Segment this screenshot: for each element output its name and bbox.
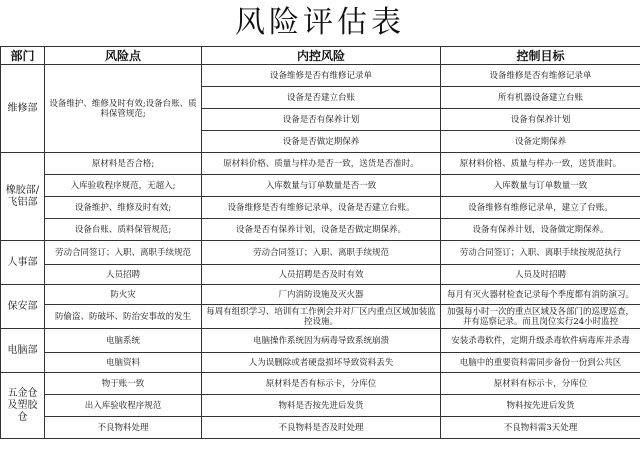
header-internal-risk: 内控风险 — [202, 47, 441, 65]
risk-point-cell: 电脑资料 — [45, 353, 202, 373]
risk-point-cell: 防火灾 — [45, 285, 202, 305]
internal-risk-cell: 人员招聘是否及时有效 — [202, 265, 441, 285]
table-row — [1, 241, 640, 265]
control-goal-cell: 设备有保养计划 — [441, 109, 640, 131]
risk-table — [0, 46, 640, 439]
control-goal-cell: 电脑中的重要资料需同步备份一份到公共区 — [441, 353, 640, 373]
internal-risk-cell: 设备是否做定期保养 — [202, 131, 441, 153]
internal-risk-cell: 设备维修是否有维修记录单 — [202, 65, 441, 87]
internal-risk-cell: 厂内消防设施及灭火器 — [202, 285, 441, 305]
internal-risk-cell: 设备是否有保养计划 — [202, 109, 441, 131]
table-row — [1, 285, 640, 305]
risk-point-cell: 不良物料处理 — [45, 417, 202, 439]
internal-risk-cell: 设备是否有保养计划，设备是否做定期保养。 — [202, 219, 441, 241]
dept-rubber: 橡胶部/飞铝部 — [1, 153, 45, 241]
control-goal-cell: 设备维修有维修记录单，建立了台账。 — [441, 197, 640, 219]
risk-point-cell: 设备台账、质料保管规范; — [45, 219, 202, 241]
risk-point-cell: 物于账一致 — [45, 373, 202, 395]
internal-risk-cell: 入库数量与订单数量是否一致 — [202, 175, 441, 197]
table-row — [1, 65, 640, 87]
page-title: 风险评估表 — [235, 5, 405, 40]
risk-point-cell: 人员招聘 — [45, 265, 202, 285]
control-goal-cell: 每月有灭火器材检查记录每个季度都有消防演习。 — [441, 285, 640, 305]
dept-hr: 人事部 — [1, 241, 45, 285]
table-row — [1, 373, 640, 395]
control-goal-cell: 设备有保养计划，设备做定期保养。 — [441, 219, 640, 241]
header-risk-point: 风险点 — [45, 47, 202, 65]
internal-risk-cell: 电脑操作系统因为病毒导致系统崩溃 — [202, 329, 441, 353]
control-goal-cell: 物料按先进后发货 — [441, 395, 640, 417]
control-goal-cell: 所有机器设备建立台账 — [441, 87, 640, 109]
control-goal-cell: 原材料价格、质量与样办一致，送货准时。 — [441, 153, 640, 175]
header-control-goal: 控制目标 — [441, 47, 640, 65]
internal-risk-cell: 不良物料是否及时处理 — [202, 417, 441, 439]
dept-computer: 电脑部 — [1, 329, 45, 373]
table-row — [1, 197, 640, 219]
table-row — [1, 305, 640, 329]
dept-security: 保安部 — [1, 285, 45, 329]
dept-warehouse: 五金仓及塑胶仓 — [1, 373, 45, 439]
table-row — [1, 175, 640, 197]
table-row — [1, 329, 640, 353]
control-goal-cell: 入库数量与订单数量一致 — [441, 175, 640, 197]
internal-risk-cell: 原材料是否有标示卡，分库位 — [202, 373, 441, 395]
control-goal-cell: 原材料有标示卡，分库位 — [441, 373, 640, 395]
risk-point-cell: 入库验收程序规范，无超入; — [45, 175, 202, 197]
internal-risk-cell: 设备是否建立台账 — [202, 87, 441, 109]
risk-point-cell: 防偷盗、防破坏、防治安事故的发生 — [45, 305, 202, 329]
control-goal-cell: 加强每小时一次的重点区域及各部门的巡逻巡查，并有巡察记录。而且岗位实行24小时监控 — [441, 305, 640, 329]
internal-risk-cell: 每周有组织学习、培训有工作例会并对厂区内重点区域加装监控设施。 — [202, 305, 441, 329]
control-goal-cell: 不良物料需3天处理 — [441, 417, 640, 439]
risk-point-cell: 劳动合同签订；入职、离职手续规范 — [45, 241, 202, 265]
table-row — [1, 395, 640, 417]
dept-maintenance: 维修部 — [1, 65, 45, 153]
table-row — [1, 353, 640, 373]
internal-risk-cell: 物料是否按先进后发货 — [202, 395, 441, 417]
internal-risk-cell: 原材料价格、质量与样办是否一致，送货是否准时。 — [202, 153, 441, 175]
risk-point-cell: 设备维护、维修及时有效;设备台账、质料保管规范; — [45, 65, 202, 153]
table-row — [1, 219, 640, 241]
header-dept: 部门 — [1, 47, 45, 65]
control-goal-cell: 人员及时招聘 — [441, 265, 640, 285]
risk-point-cell: 原材料是否合格; — [45, 153, 202, 175]
table-row — [1, 153, 640, 175]
control-goal-cell: 设备维修是否有维修记录单 — [441, 65, 640, 87]
risk-point-cell: 电脑系统 — [45, 329, 202, 353]
internal-risk-cell: 设备维修是否有维修记录单，设备是否建立台账。 — [202, 197, 441, 219]
risk-point-cell: 出入库验收程序规范 — [45, 395, 202, 417]
internal-risk-cell: 人为误删除或者硬盘损坏导致资料丢失 — [202, 353, 441, 373]
table-row — [1, 265, 640, 285]
table-row — [1, 417, 640, 439]
header-row — [1, 47, 640, 65]
control-goal-cell: 设备定期保养 — [441, 131, 640, 153]
control-goal-cell: 安装杀毒软件，定期升级杀毒软件病毒库并杀毒 — [441, 329, 640, 353]
internal-risk-cell: 劳动合同签订；入职、离职手续规范 — [202, 241, 441, 265]
control-goal-cell: 劳动合同签订；入职、离职手续按规范执行 — [441, 241, 640, 265]
risk-point-cell: 设备维护、维修及时有效; — [45, 197, 202, 219]
